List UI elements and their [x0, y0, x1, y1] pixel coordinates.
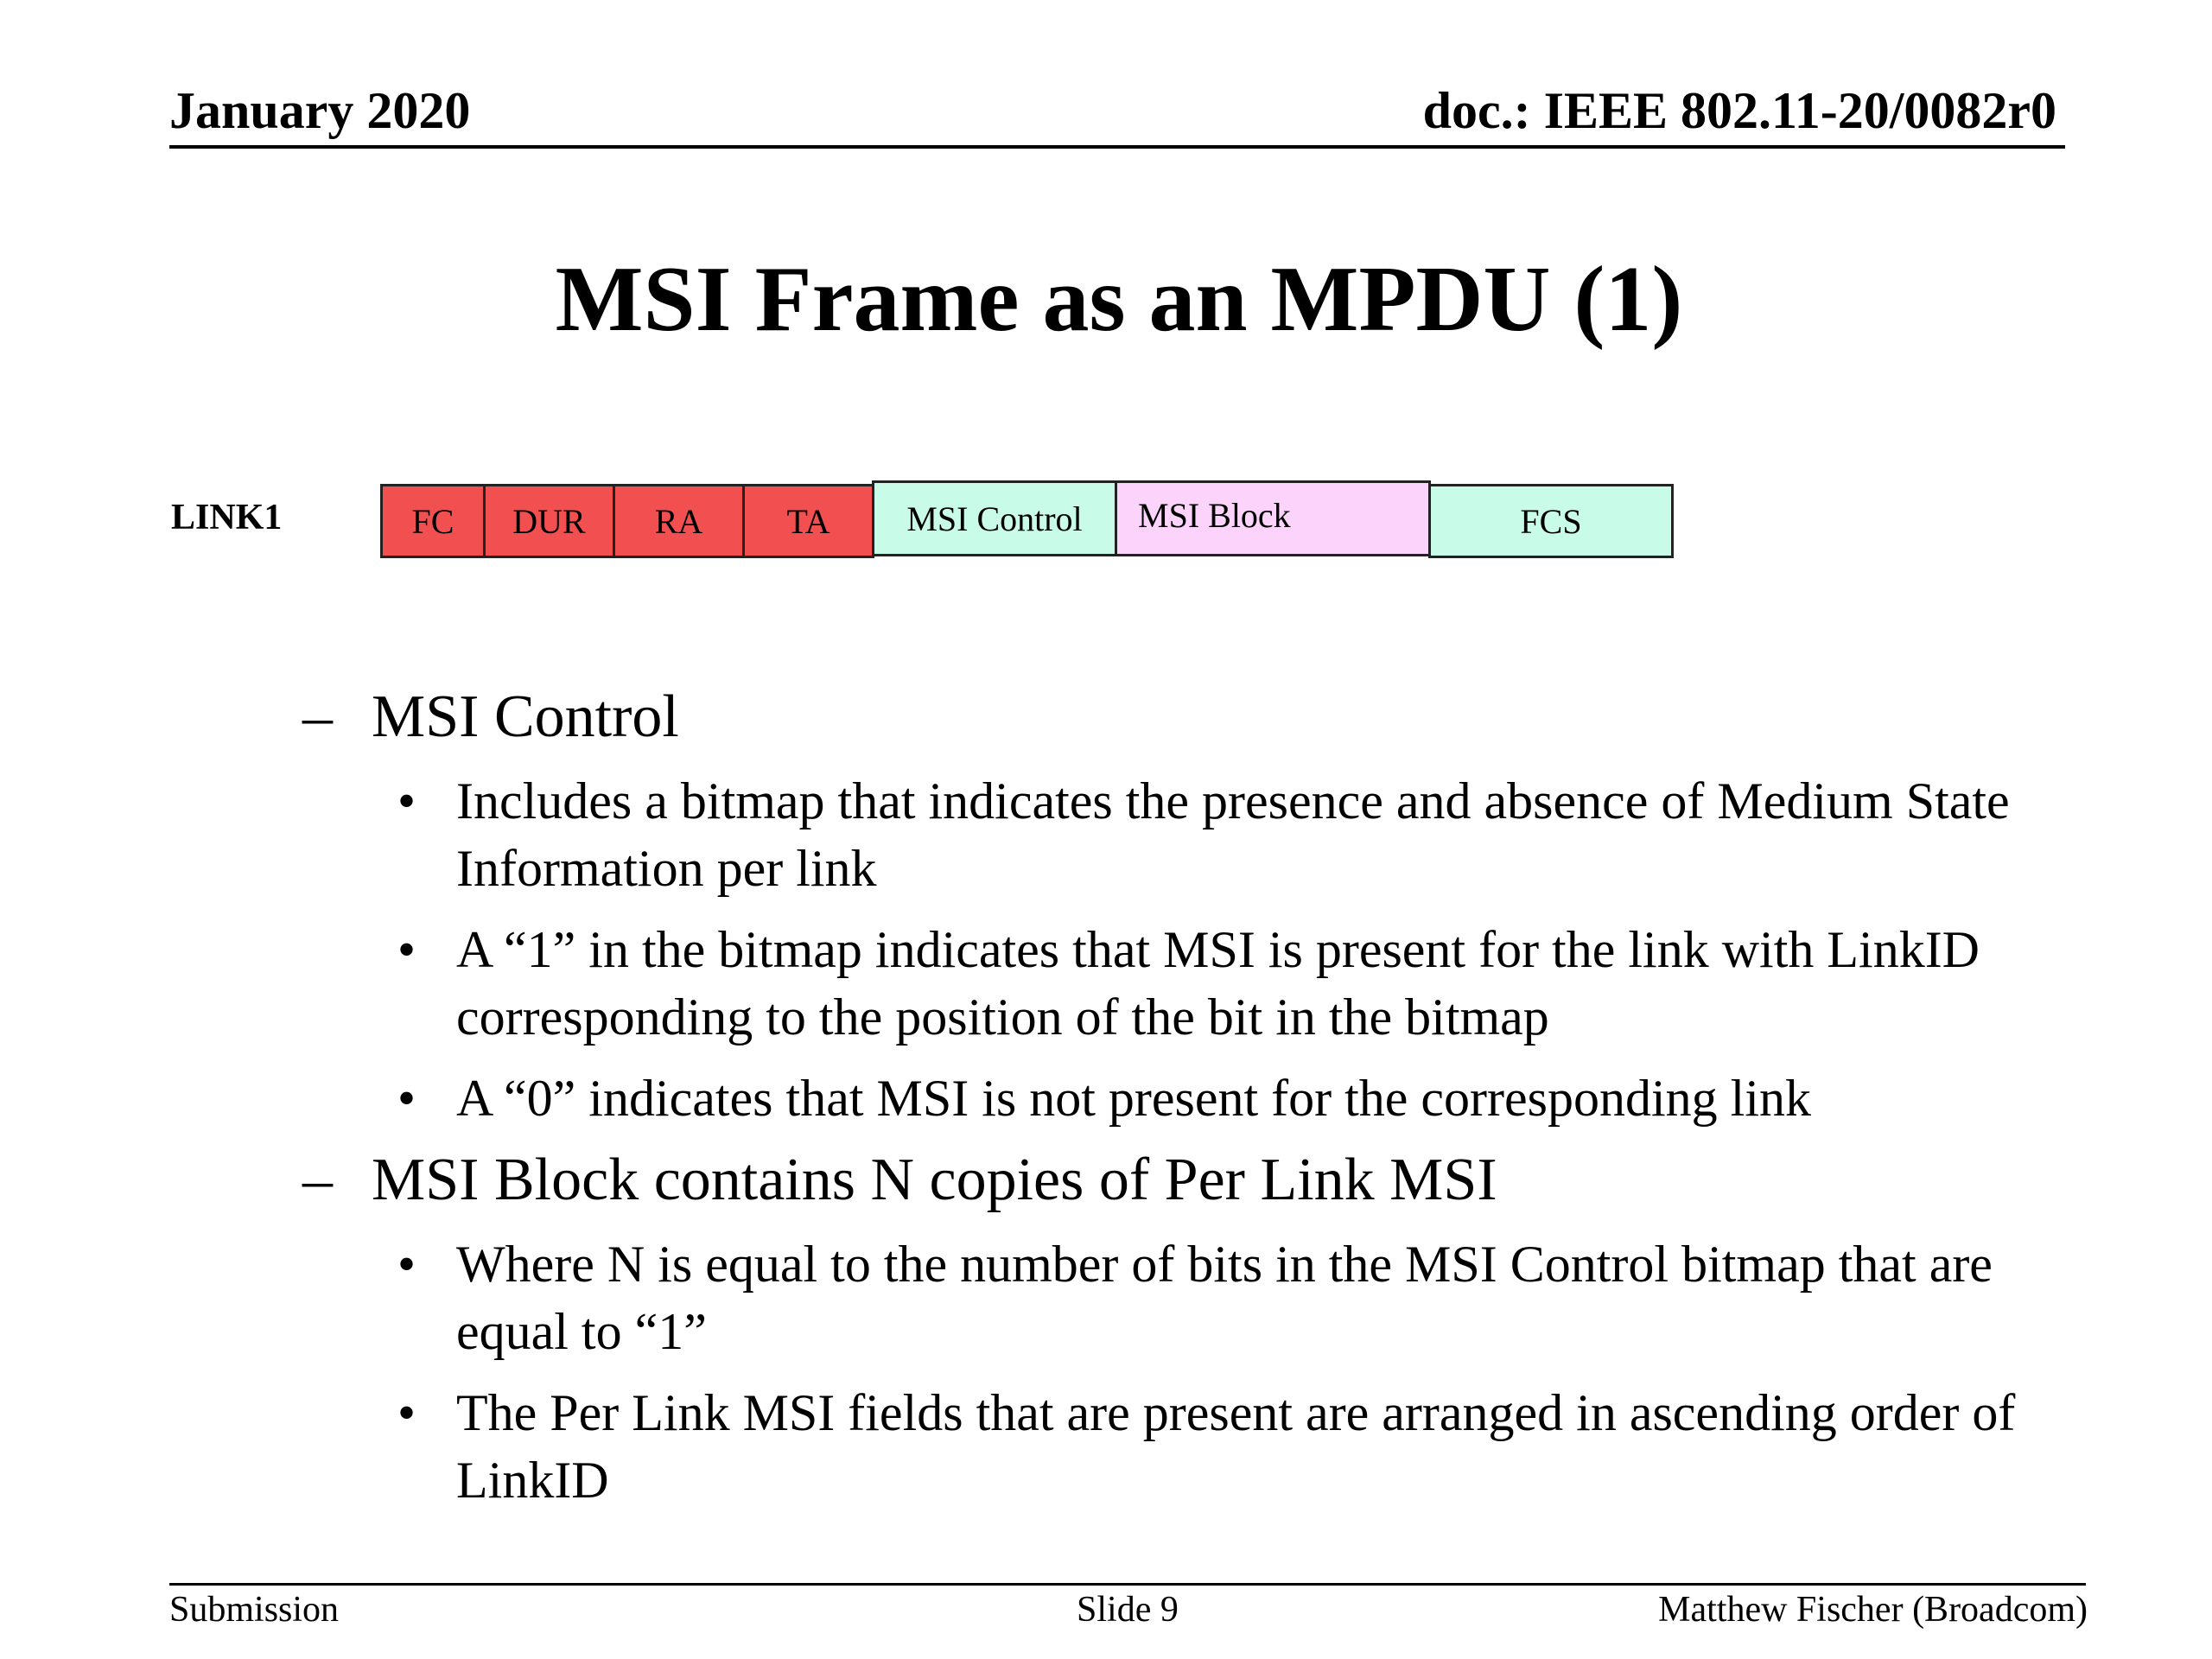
footer-slide-number: Slide 9	[1077, 1590, 1179, 1630]
bullet-text: MSI Block contains N copies of Per Link MSI	[372, 1147, 1497, 1213]
header-doc-id: doc.: IEEE 802.11-20/0082r0	[1422, 82, 2056, 139]
bullet-marker: •	[397, 1070, 416, 1127]
field-msi-block: MSI Block	[1115, 480, 1431, 556]
footer-author: Matthew Fischer (Broadcom)	[1658, 1590, 2088, 1630]
field-ra: RA	[613, 484, 745, 558]
bullet-text: Includes a bitmap that indicates the presence and absence of Medium State Information per link	[456, 772, 2010, 897]
bullet-text: A “0” indicates that MSI is not present for the corresponding link	[456, 1070, 1811, 1127]
bullet-text: A “1” in the bitmap indicates that MSI is present for the link with LinkID corresponding to the position of the bit in the bitmap	[456, 921, 1980, 1046]
field-msi-control: MSI Control	[872, 480, 1117, 556]
dash-marker: –	[302, 1147, 333, 1213]
link-label: LINK1	[171, 498, 283, 537]
bullet-marker: •	[397, 1236, 416, 1293]
bullet-text: MSI Control	[372, 683, 679, 750]
footer-rule	[169, 1583, 2086, 1586]
dash-marker: –	[302, 683, 333, 750]
footer-submission: Submission	[169, 1590, 340, 1630]
sub-bullet	[397, 1379, 2063, 1514]
bullet-marker: •	[397, 772, 416, 830]
sub-bullet	[397, 767, 2063, 902]
frame-diagram	[380, 480, 1676, 558]
bullet-text: Where N is equal to the number of bits in the MSI Control bitmap that are equal to “1”	[456, 1236, 1993, 1360]
field-fc: FC	[380, 484, 486, 558]
field-fcs: FCS	[1428, 484, 1674, 558]
field-ta: TA	[742, 484, 874, 558]
bullet-msi-control	[302, 683, 2013, 752]
header-date: January 2020	[169, 82, 471, 139]
field-dur: DUR	[483, 484, 615, 558]
header-rule	[169, 145, 2065, 149]
sub-bullet	[397, 916, 2063, 1051]
bullet-marker: •	[397, 1384, 416, 1441]
bullet-list	[0, 683, 2212, 1528]
sub-bullet	[397, 1065, 2063, 1132]
slide-title: MSI Frame as an MPDU (1)	[555, 248, 1683, 351]
bullet-text: The Per Link MSI fields that are present are arranged in ascending order of LinkID	[456, 1384, 2016, 1509]
bullet-msi-block	[302, 1146, 2013, 1215]
bullet-marker: •	[397, 921, 416, 978]
sub-bullet	[397, 1230, 2063, 1365]
